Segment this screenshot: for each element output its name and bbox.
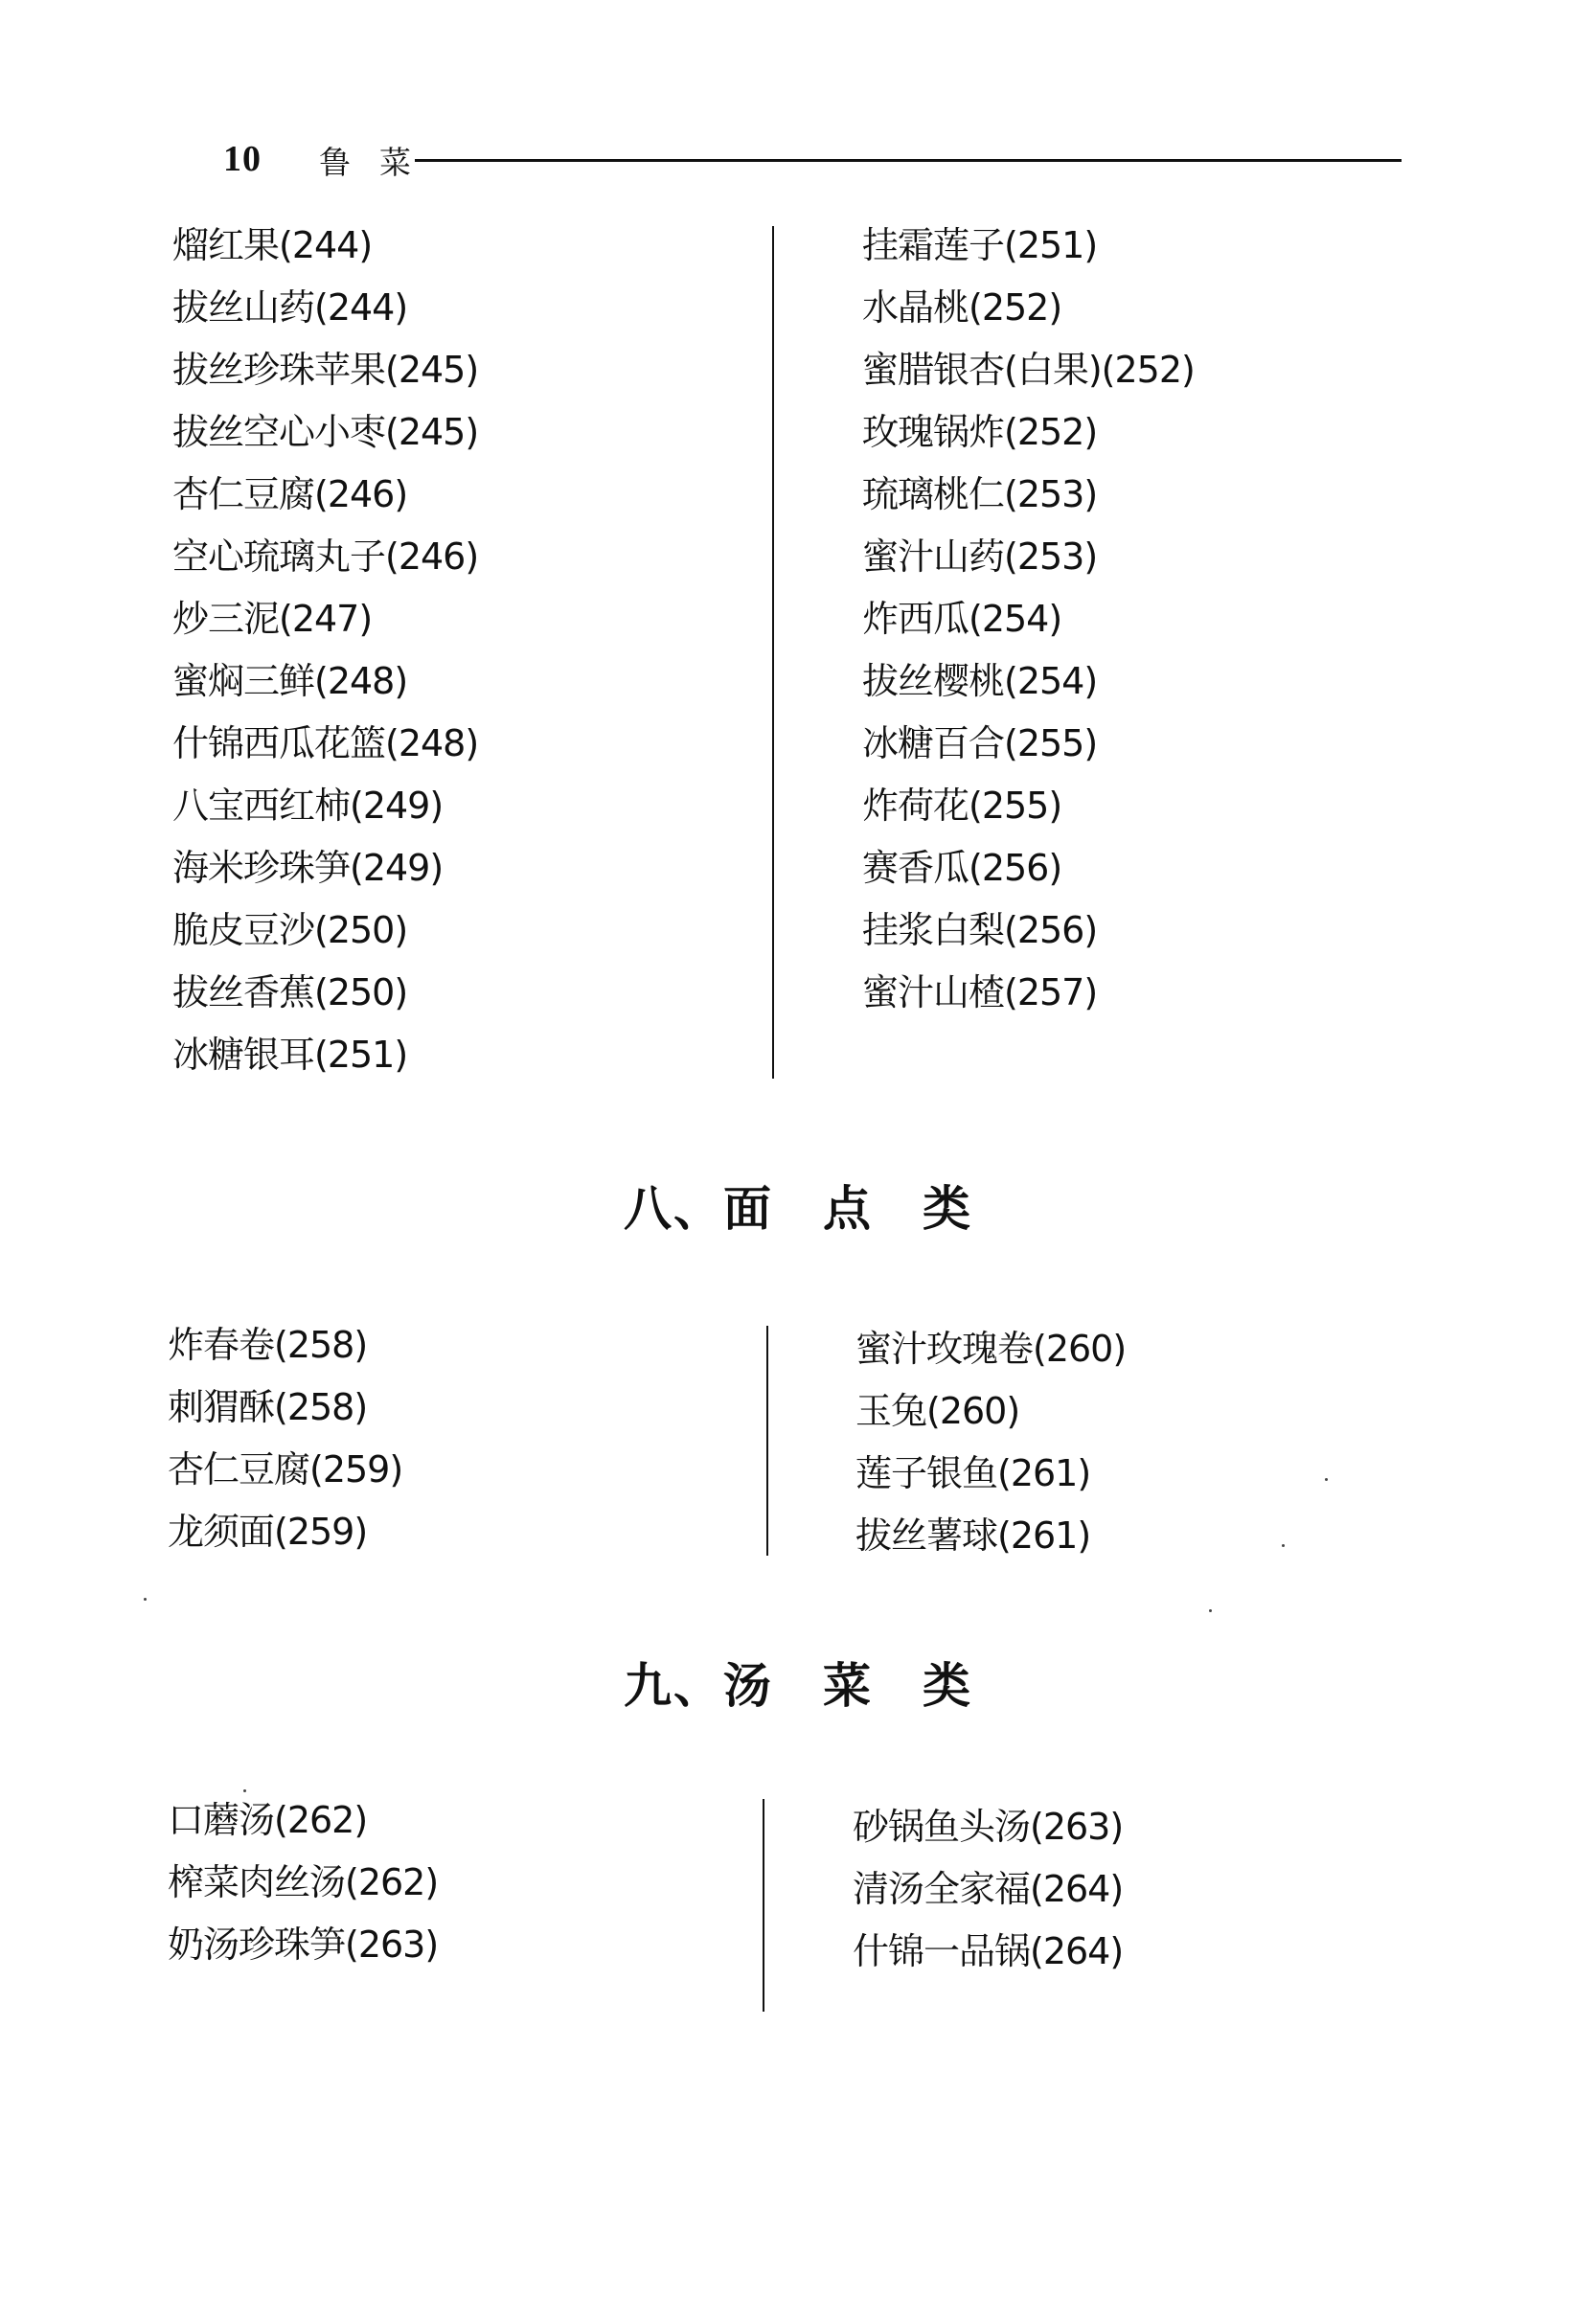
menu-entry: 空心琉璃丸子(246) — [172, 535, 479, 578]
scan-speck — [1282, 1544, 1285, 1547]
column-divider — [766, 1326, 768, 1556]
menu-entry: 赛香瓜(256) — [862, 847, 1062, 889]
header-rule — [415, 159, 1402, 162]
book-title: 鲁菜 — [319, 144, 440, 181]
right-column — [862, 215, 1195, 1024]
page-number: 10 — [223, 139, 262, 179]
column-divider — [772, 226, 774, 1079]
menu-entry: 蜜汁山楂(257) — [862, 971, 1098, 1013]
menu-entry: 脆皮豆沙(250) — [172, 909, 408, 951]
menu-entry: 拔丝樱桃(254) — [862, 660, 1098, 702]
menu-entry: 玉兔(260) — [855, 1390, 1020, 1432]
right-column — [855, 1318, 1126, 1567]
column-divider — [763, 1799, 764, 2012]
scan-speck — [1209, 1609, 1212, 1612]
menu-entry: 奶汤珍珠笋(263) — [168, 1923, 439, 1966]
menu-entry: 炸春卷(258) — [168, 1324, 368, 1366]
menu-entry: 拔丝空心小枣(245) — [172, 411, 479, 453]
menu-entry: 熘红果(244) — [172, 224, 373, 266]
menu-entry: 蜜焖三鲜(248) — [172, 660, 408, 702]
menu-entry: 海米珍珠笋(249) — [172, 847, 444, 889]
running-header — [223, 134, 1402, 192]
menu-entry: 冰糖百合(255) — [862, 722, 1098, 764]
menu-entry: 拔丝珍珠苹果(245) — [172, 349, 479, 391]
scan-speck — [144, 1598, 147, 1601]
menu-entry: 琉璃桃仁(253) — [862, 473, 1098, 515]
left-column — [168, 1789, 438, 1976]
menu-entry: 砂锅鱼头汤(263) — [853, 1806, 1124, 1848]
menu-entry: 刺猬酥(258) — [168, 1386, 368, 1428]
menu-entry: 拔丝山药(244) — [172, 286, 408, 329]
menu-entry: 杏仁豆腐(246) — [172, 473, 408, 515]
menu-entry: 八宝西红柿(249) — [172, 785, 444, 827]
menu-entry: 清汤全家福(264) — [853, 1868, 1124, 1910]
menu-entry: 炒三泥(247) — [172, 598, 373, 640]
menu-entry: 什锦西瓜花篮(248) — [172, 722, 479, 764]
scan-speck — [1325, 1478, 1328, 1481]
menu-entry: 挂霜莲子(251) — [862, 224, 1098, 266]
section-heading-soups: 九、汤 菜 类 — [624, 1658, 972, 1714]
menu-entry: 挂浆白梨(256) — [862, 909, 1098, 951]
menu-entry: 榨菜肉丝汤(262) — [168, 1861, 439, 1903]
menu-entry: 水晶桃(252) — [862, 286, 1062, 329]
scan-speck — [243, 1789, 246, 1792]
menu-entry: 口蘑汤(262) — [168, 1799, 368, 1841]
menu-entry: 什锦一品锅(264) — [853, 1930, 1124, 1972]
menu-entry: 玫瑰锅炸(252) — [862, 411, 1098, 453]
menu-entry: 冰糖银耳(251) — [172, 1034, 408, 1076]
menu-entry: 龙须面(259) — [168, 1511, 368, 1553]
menu-entry: 拔丝香蕉(250) — [172, 971, 408, 1013]
menu-entry: 蜜汁玫瑰卷(260) — [855, 1328, 1127, 1370]
menu-entry: 杏仁豆腐(259) — [168, 1448, 403, 1491]
menu-entry: 蜜汁山药(253) — [862, 535, 1098, 578]
menu-entry: 莲子银鱼(261) — [855, 1452, 1091, 1494]
menu-entry: 蜜腊银杏(白果)(252) — [862, 349, 1195, 391]
right-column — [853, 1796, 1123, 1983]
left-column — [168, 1314, 402, 1563]
left-column — [172, 215, 478, 1086]
menu-entry: 炸西瓜(254) — [862, 598, 1062, 640]
section-heading-pastries: 八、面 点 类 — [624, 1181, 972, 1237]
menu-entry: 拔丝薯球(261) — [855, 1514, 1091, 1557]
menu-entry: 炸荷花(255) — [862, 785, 1062, 827]
